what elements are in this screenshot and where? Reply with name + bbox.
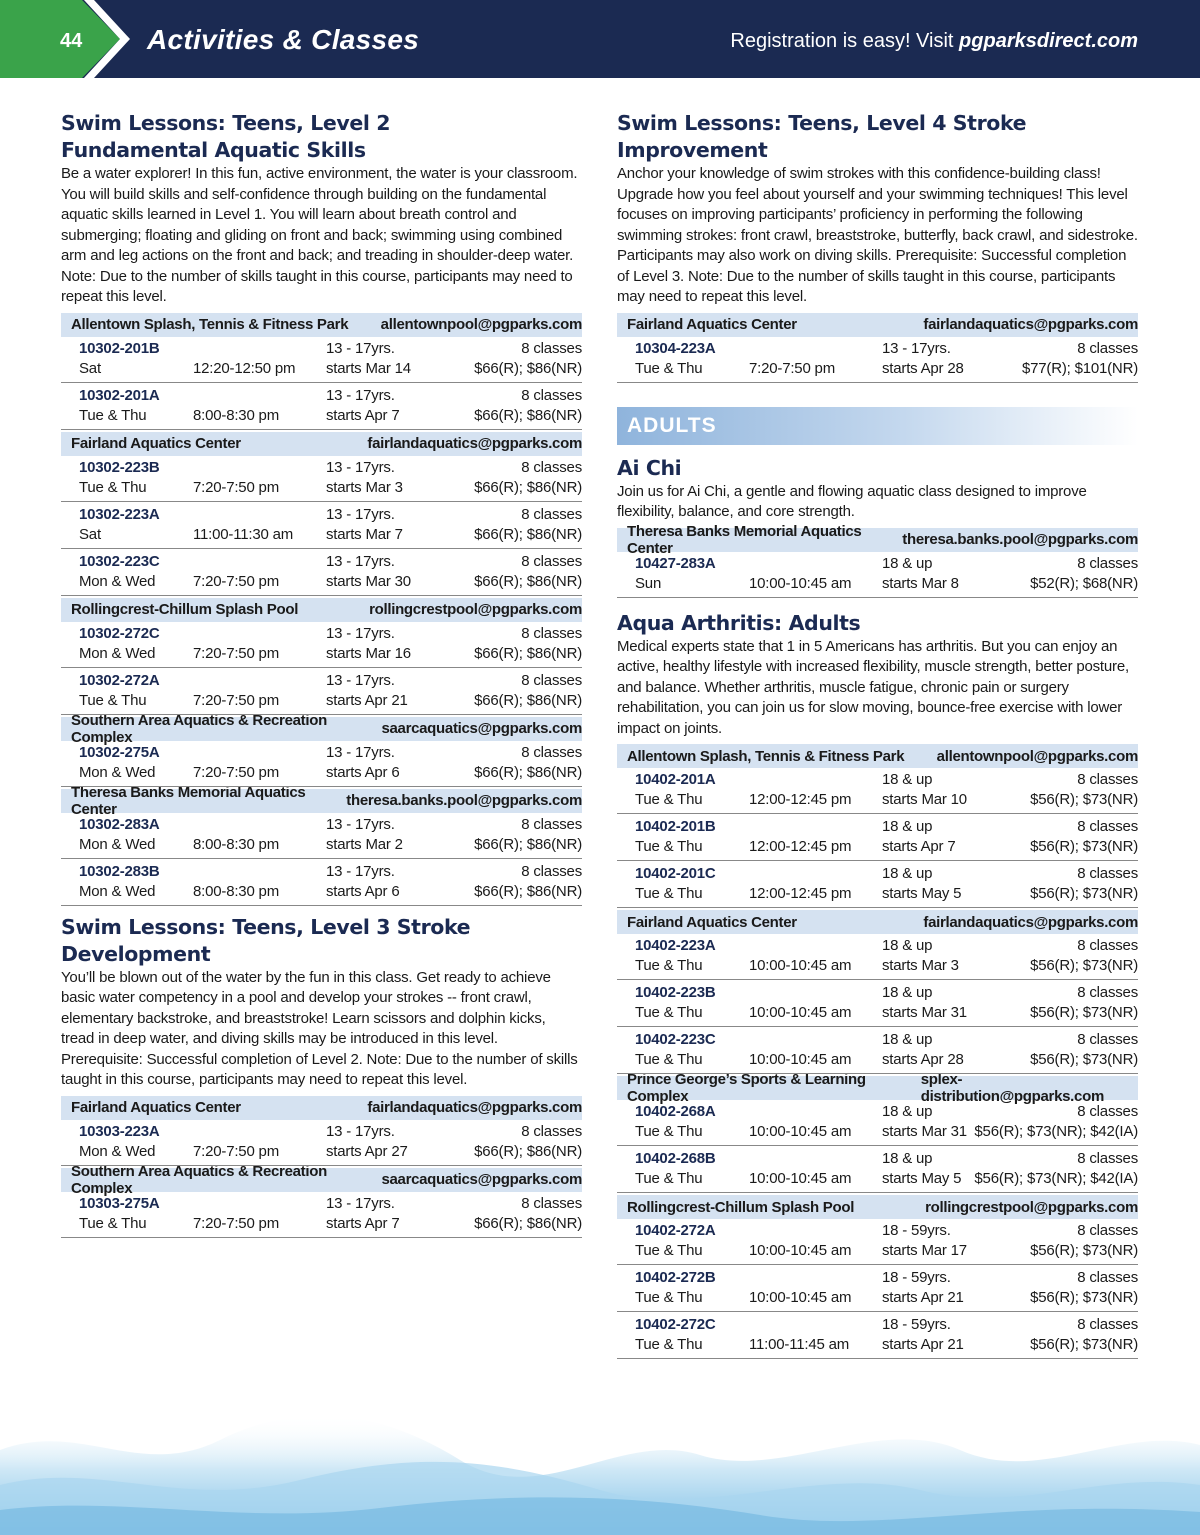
- class-code[interactable]: 10303-275A: [79, 1194, 160, 1212]
- location-group: [617, 744, 1138, 908]
- location-bar: [61, 598, 582, 622]
- class-time: 10:00-10:45 am: [749, 1051, 852, 1068]
- class-days: Tue & Thu: [635, 1289, 703, 1306]
- class-time: 7:20-7:50 pm: [193, 478, 279, 496]
- location-name: Theresa Banks Memorial Aquatics Center: [71, 783, 306, 818]
- location-name: Fairland Aquatics Center: [71, 1099, 241, 1116]
- class-row: [61, 813, 582, 859]
- class-time: 10:00-10:45 am: [749, 574, 852, 592]
- location-group: [617, 1195, 1138, 1359]
- class-code[interactable]: 10302-223B: [79, 458, 160, 476]
- class-row: [61, 337, 582, 383]
- class-age: 13 - 17yrs.: [326, 743, 395, 761]
- location-bar: [617, 1195, 1138, 1219]
- class-age: 18 & up: [882, 1150, 933, 1167]
- class-time: 8:00-8:30 pm: [193, 406, 279, 424]
- location-bar: [617, 1071, 1138, 1105]
- class-days: Tue & Thu: [635, 791, 703, 808]
- class-age: 13 - 17yrs.: [326, 671, 395, 689]
- class-fee: $56(R); $73(NR): [1030, 957, 1138, 974]
- location-bar: [61, 432, 582, 456]
- level2-schedule: [61, 313, 582, 906]
- level3-schedule: [61, 1096, 582, 1238]
- class-code[interactable]: 10402-223B: [635, 984, 716, 1001]
- class-code[interactable]: 10303-223A: [79, 1122, 160, 1140]
- class-start: starts Mar 17: [882, 1242, 967, 1259]
- location-email[interactable]: theresa.banks.pool@pgparks.com: [346, 792, 582, 809]
- class-start: starts Mar 16: [326, 644, 411, 662]
- location-name: Fairland Aquatics Center: [627, 316, 797, 333]
- class-fee: $56(R); $73(NR): [1030, 791, 1138, 808]
- location-name: Theresa Banks Memorial Aquatics Center: [627, 522, 862, 557]
- class-fee: $56(R); $73(NR); $42(IA): [974, 1170, 1138, 1187]
- aichi-title: Ai Chi: [617, 455, 682, 480]
- class-row: [61, 1120, 582, 1166]
- class-code[interactable]: 10402-268B: [635, 1150, 716, 1167]
- location-name: Rollingcrest-Chillum Splash Pool: [627, 1198, 855, 1216]
- class-row: [617, 981, 1138, 1027]
- class-days: Mon & Wed: [79, 835, 156, 853]
- location-group: [61, 432, 582, 596]
- class-days: Sat: [79, 359, 101, 377]
- class-start: starts Mar 31: [882, 1004, 967, 1021]
- registration-note: [730, 30, 1138, 53]
- class-start: starts May 5: [882, 885, 962, 902]
- location-group: [617, 522, 1138, 598]
- class-fee: $66(R); $86(NR): [474, 882, 582, 900]
- location-name: Rollingcrest-Chillum Splash Pool: [71, 601, 299, 618]
- level3-description: You’ll be blown out of the water by the fun in this class. Get ready to achieve basic water competency in a pool and develop your strokes -- front crawl, elementary backstroke, and breaststroke! Learn scissors and dolphin kicks, tread in deep water, and diving skills may be introduced in this level. Prerequisite: Successful completion of Level 2. Note: Due to the number of skills taught in this course, participants may need to repeat this level.: [61, 968, 578, 1088]
- class-days: Tue & Thu: [635, 885, 703, 902]
- class-fee: $66(R); $86(NR): [474, 525, 582, 543]
- location-group: [61, 598, 582, 715]
- class-code[interactable]: 10302-223A: [79, 505, 160, 523]
- class-count: 8 classes: [521, 505, 582, 523]
- class-count: 8 classes: [1077, 1269, 1138, 1286]
- class-age: 13 - 17yrs.: [326, 458, 395, 476]
- class-fee: $66(R); $86(NR): [474, 1214, 582, 1232]
- class-age: 18 & up: [882, 984, 933, 1001]
- class-row: [617, 552, 1138, 598]
- class-row: [61, 669, 582, 715]
- aichi-schedule: [617, 522, 1138, 598]
- location-name: Allentown Splash, Tennis & Fitness Park: [71, 316, 349, 333]
- class-age: 18 - 59yrs.: [882, 1269, 951, 1286]
- class-time: 7:20-7:50 pm: [193, 1142, 279, 1160]
- location-group: [617, 910, 1138, 1074]
- level4-title: Swim Lessons: Teens, Level 4 Stroke Improvement: [617, 111, 1027, 162]
- class-row: [617, 862, 1138, 908]
- class-days: Tue & Thu: [635, 1242, 703, 1259]
- class-row: [617, 768, 1138, 814]
- class-start: starts Apr 21: [882, 1336, 964, 1353]
- class-start: starts Apr 27: [326, 1142, 408, 1160]
- class-code[interactable]: 10402-223A: [635, 937, 716, 954]
- class-time: 10:00-10:45 am: [749, 1289, 852, 1306]
- class-start: starts Mar 8: [882, 574, 959, 592]
- class-count: 8 classes: [1077, 818, 1138, 835]
- class-code[interactable]: 10302-283B: [79, 862, 160, 880]
- class-start: starts Mar 30: [326, 572, 411, 590]
- class-code[interactable]: 10302-272C: [79, 624, 160, 642]
- location-email[interactable]: fairlandaquatics@pgparks.com: [923, 316, 1138, 333]
- class-start: starts Apr 7: [326, 1214, 400, 1232]
- class-count: 8 classes: [1077, 937, 1138, 954]
- location-name: Fairland Aquatics Center: [627, 913, 797, 931]
- class-fee: $52(R); $68(NR): [1030, 574, 1138, 592]
- water-splash-decoration: [0, 1390, 1200, 1535]
- class-time: 7:20-7:50 pm: [193, 572, 279, 590]
- class-code[interactable]: 10402-201A: [635, 771, 716, 788]
- class-count: 8 classes: [521, 552, 582, 570]
- class-row: [61, 550, 582, 596]
- class-code[interactable]: 10402-272B: [635, 1269, 716, 1286]
- class-count: 8 classes: [521, 743, 582, 761]
- class-count: 8 classes: [1077, 984, 1138, 1001]
- class-code[interactable]: 10402-201B: [635, 818, 716, 835]
- class-age: 18 & up: [882, 554, 933, 572]
- location-email[interactable]: fairlandaquatics@pgparks.com: [367, 1099, 582, 1116]
- class-start: starts Mar 3: [882, 957, 959, 974]
- class-fee: $56(R); $73(NR): [1030, 838, 1138, 855]
- class-fee: $66(R); $86(NR): [474, 1142, 582, 1160]
- class-start: starts Mar 31: [882, 1123, 967, 1140]
- location-group: [61, 711, 582, 787]
- class-start: starts Mar 3: [326, 478, 403, 496]
- class-row: [617, 337, 1138, 383]
- class-time: 10:00-10:45 am: [749, 1242, 852, 1259]
- class-row: [617, 1100, 1138, 1146]
- class-count: 8 classes: [521, 815, 582, 833]
- class-time: 7:20-7:50 pm: [193, 1214, 279, 1232]
- class-row: [61, 456, 582, 502]
- registration-link[interactable]: pgparksdirect.com: [959, 30, 1138, 52]
- location-group: [617, 1071, 1138, 1193]
- class-row: [61, 622, 582, 668]
- class-code[interactable]: 10302-223C: [79, 552, 160, 570]
- location-bar: [61, 1096, 582, 1120]
- class-start: starts May 5: [882, 1170, 962, 1187]
- class-time: 11:00-11:30 am: [193, 525, 294, 543]
- class-count: 8 classes: [1077, 771, 1138, 788]
- class-code[interactable]: 10402-268A: [635, 1103, 716, 1120]
- class-fee: $66(R); $86(NR): [474, 763, 582, 781]
- class-code[interactable]: 10304-223A: [635, 339, 716, 357]
- class-row: [617, 1147, 1138, 1193]
- class-days: Tue & Thu: [635, 1336, 703, 1353]
- class-days: Tue & Thu: [635, 1170, 703, 1187]
- class-row: [617, 815, 1138, 861]
- arthritis-schedule: [617, 744, 1138, 1359]
- class-row: [61, 741, 582, 787]
- class-age: 18 & up: [882, 771, 933, 788]
- class-row: [617, 1313, 1138, 1359]
- location-email[interactable]: fairlandaquatics@pgparks.com: [367, 435, 582, 452]
- class-time: 8:00-8:30 pm: [193, 835, 279, 853]
- location-bar: [617, 910, 1138, 934]
- location-name: Southern Area Aquatics & Recreation Complex: [71, 711, 327, 746]
- class-row: [61, 860, 582, 906]
- location-bar: [617, 522, 1138, 557]
- registration-prefix: Registration is easy! Visit: [730, 30, 960, 52]
- arthritis-title: Aqua Arthritis: Adults: [617, 610, 861, 635]
- class-time: 10:00-10:45 am: [749, 957, 852, 974]
- class-count: 8 classes: [521, 1122, 582, 1140]
- class-fee: $66(R); $86(NR): [474, 406, 582, 424]
- location-email[interactable]: theresa.banks.pool@pgparks.com: [902, 531, 1138, 548]
- class-days: Mon & Wed: [79, 572, 156, 590]
- class-time: 12:00-12:45 pm: [749, 885, 852, 902]
- page-number: 44: [60, 30, 83, 52]
- class-days: Tue & Thu: [635, 359, 703, 377]
- class-age: 18 & up: [882, 818, 933, 835]
- class-row: [61, 384, 582, 430]
- class-count: 8 classes: [1077, 339, 1138, 357]
- class-time: 8:00-8:30 pm: [193, 882, 279, 900]
- location-bar: [61, 783, 582, 818]
- class-age: 18 - 59yrs.: [882, 1316, 951, 1333]
- class-age: 13 - 17yrs.: [882, 339, 951, 357]
- class-row: [617, 934, 1138, 980]
- class-days: Tue & Thu: [635, 838, 703, 855]
- class-fee: $56(R); $73(NR): [1030, 1004, 1138, 1021]
- class-start: starts Mar 2: [326, 835, 403, 853]
- location-bar: [61, 313, 582, 337]
- class-code[interactable]: 10402-272A: [635, 1222, 716, 1239]
- class-age: 18 & up: [882, 1031, 933, 1048]
- class-fee: $56(R); $73(NR): [1030, 1242, 1138, 1259]
- class-time: 12:00-12:45 pm: [749, 838, 852, 855]
- class-row: [61, 1192, 582, 1238]
- class-code[interactable]: 10302-275A: [79, 743, 160, 761]
- class-code[interactable]: 10402-223C: [635, 1031, 716, 1048]
- location-email[interactable]: allentownpool@pgparks.com: [936, 747, 1138, 765]
- class-fee: $66(R); $86(NR): [474, 644, 582, 662]
- location-group: [61, 1096, 582, 1166]
- location-group: [61, 783, 582, 906]
- class-row: [617, 1219, 1138, 1265]
- class-count: 8 classes: [1077, 1316, 1138, 1333]
- class-time: 7:20-7:50 pm: [193, 691, 279, 709]
- class-start: starts Apr 7: [326, 406, 400, 424]
- location-email[interactable]: rollingcrestpool@pgparks.com: [925, 1198, 1138, 1216]
- class-fee: $77(R); $101(NR): [1021, 359, 1138, 377]
- class-fee: $66(R); $86(NR): [474, 691, 582, 709]
- location-group: [61, 1162, 582, 1238]
- class-days: Tue & Thu: [79, 691, 147, 709]
- location-group: [617, 313, 1138, 383]
- class-count: 8 classes: [1077, 1031, 1138, 1048]
- class-days: Mon & Wed: [79, 1142, 156, 1160]
- class-code[interactable]: 10402-201C: [635, 865, 716, 882]
- right-column: [617, 110, 1138, 1360]
- class-fee: $56(R); $73(NR): [1030, 1336, 1138, 1353]
- class-count: 8 classes: [1077, 1150, 1138, 1167]
- class-count: 8 classes: [1077, 865, 1138, 882]
- class-count: 8 classes: [1077, 1103, 1138, 1120]
- location-name: Prince George’s Sports & Learning Complex: [627, 1071, 866, 1105]
- aichi-description: Join us for Ai Chi, a gentle and flowing aquatic class designed to improve flexibility, balance, and core strength.: [617, 482, 1087, 520]
- class-days: Tue & Thu: [635, 957, 703, 974]
- class-code[interactable]: 10302-283A: [79, 815, 160, 833]
- class-fee: $56(R); $73(NR): [1030, 1051, 1138, 1068]
- location-email[interactable]: rollingcrestpool@pgparks.com: [369, 601, 582, 618]
- class-age: 13 - 17yrs.: [326, 505, 395, 523]
- class-days: Mon & Wed: [79, 882, 156, 900]
- class-age: 18 & up: [882, 865, 933, 882]
- class-days: Tue & Thu: [635, 1004, 703, 1021]
- class-time: 12:20-12:50 pm: [193, 359, 296, 377]
- class-start: starts Apr 21: [882, 1289, 964, 1306]
- location-email[interactable]: saarcaquatics@pgparks.com: [381, 1171, 582, 1188]
- class-age: 13 - 17yrs.: [326, 815, 395, 833]
- class-count: 8 classes: [521, 671, 582, 689]
- class-fee: $66(R); $86(NR): [474, 835, 582, 853]
- class-age: 13 - 17yrs.: [326, 624, 395, 642]
- left-column: [61, 110, 582, 1239]
- class-count: 8 classes: [1077, 1222, 1138, 1239]
- class-time: 7:20-7:50 pm: [193, 763, 279, 781]
- class-fee: $56(R); $73(NR): [1030, 1289, 1138, 1306]
- class-count: 8 classes: [521, 862, 582, 880]
- location-email[interactable]: splex-distribution@pgparks.com: [920, 1071, 1104, 1105]
- level4-schedule: [617, 313, 1138, 383]
- class-time: 11:00-11:45 am: [749, 1336, 850, 1353]
- location-bar: [617, 313, 1138, 337]
- class-start: starts Mar 14: [326, 359, 411, 377]
- location-email[interactable]: allentownpool@pgparks.com: [380, 316, 582, 333]
- page-header: [0, 0, 1200, 78]
- class-count: 8 classes: [521, 339, 582, 357]
- class-count: 8 classes: [1077, 554, 1138, 572]
- class-age: 18 - 59yrs.: [882, 1222, 951, 1239]
- class-row: [617, 1028, 1138, 1074]
- class-row: [617, 1266, 1138, 1312]
- class-start: starts Apr 7: [882, 838, 956, 855]
- class-fee: $66(R); $86(NR): [474, 572, 582, 590]
- class-start: starts Mar 7: [326, 525, 403, 543]
- class-time: 12:00-12:45 pm: [749, 791, 852, 808]
- adults-banner: ADULTS: [617, 407, 1138, 445]
- class-days: Tue & Thu: [79, 478, 147, 496]
- class-age: 18 & up: [882, 937, 933, 954]
- location-name: Southern Area Aquatics & Recreation Complex: [71, 1162, 327, 1197]
- class-fee: $66(R); $86(NR): [474, 359, 582, 377]
- class-days: Tue & Thu: [635, 1123, 703, 1140]
- class-start: starts Apr 28: [882, 359, 964, 377]
- location-bar: [617, 744, 1138, 768]
- arthritis-description: Medical experts state that 1 in 5 Americans has arthritis. But you can enjoy an active, healthy lifestyle with increased flexibility, muscle strength, better posture, and balance. Whether arthritis, muscle fatigue, chronic pain or surgery rehabilitation, you can join us for slow moving, bounce-free exercise with lower impact on joints.: [617, 637, 1129, 737]
- location-bar: [61, 1162, 582, 1197]
- class-count: 8 classes: [521, 1194, 582, 1212]
- class-code[interactable]: 10427-283A: [635, 554, 716, 572]
- class-age: 13 - 17yrs.: [326, 339, 395, 357]
- section-title: Activities & Classes: [147, 24, 420, 55]
- class-age: 13 - 17yrs.: [326, 1122, 395, 1140]
- class-code[interactable]: 10302-201B: [79, 339, 160, 357]
- level3-title: Swim Lessons: Teens, Level 3 Stroke Development: [61, 914, 471, 966]
- class-days: Tue & Thu: [79, 406, 147, 424]
- class-age: 13 - 17yrs.: [326, 552, 395, 570]
- class-days: Sat: [79, 525, 101, 543]
- class-age: 13 - 17yrs.: [326, 862, 395, 880]
- class-start: starts Apr 28: [882, 1051, 964, 1068]
- class-row: [61, 503, 582, 549]
- class-code[interactable]: 10302-201A: [79, 386, 160, 404]
- class-start: starts Apr 6: [326, 763, 400, 781]
- level2-description: Be a water explorer! In this fun, active environment, the water is your classroom. You will build skills and self-confidence through building on the fundamental aquatic skills learned in Level 1. You will learn about breath control and submerging; floating and gliding on front and back; swimming using combined arm and leg actions on the front and back; and treading in shoulder-deep water. Note: Due to the number of skills taught in this course, participants may need to repeat this level.: [61, 165, 578, 305]
- class-age: 13 - 17yrs.: [326, 386, 395, 404]
- class-start: starts Apr 21: [326, 691, 408, 709]
- class-count: 8 classes: [521, 624, 582, 642]
- location-bar: [61, 711, 582, 746]
- class-time: 10:00-10:45 am: [749, 1170, 852, 1187]
- location-name: Allentown Splash, Tennis & Fitness Park: [627, 747, 905, 765]
- class-days: Mon & Wed: [79, 644, 156, 662]
- class-start: starts Mar 10: [882, 791, 967, 808]
- class-days: Sun: [635, 574, 662, 592]
- class-fee: $56(R); $73(NR); $42(IA): [974, 1123, 1138, 1140]
- class-age: 18 & up: [882, 1103, 933, 1120]
- class-start: starts Apr 6: [326, 882, 400, 900]
- class-time: 7:20-7:50 pm: [193, 644, 279, 662]
- class-age: 13 - 17yrs.: [326, 1194, 395, 1212]
- location-name: Fairland Aquatics Center: [71, 435, 241, 452]
- class-time: 7:20-7:50 pm: [749, 359, 835, 377]
- class-fee: $66(R); $86(NR): [474, 478, 582, 496]
- class-time: 10:00-10:45 am: [749, 1004, 852, 1021]
- class-fee: $56(R); $73(NR): [1030, 885, 1138, 902]
- level2-title: Swim Lessons: Teens, Level 2 Fundamental Aquatic Skills: [61, 111, 391, 162]
- class-count: 8 classes: [521, 386, 582, 404]
- class-count: 8 classes: [521, 458, 582, 476]
- class-days: Tue & Thu: [79, 1214, 147, 1232]
- class-days: Tue & Thu: [635, 1051, 703, 1068]
- class-code[interactable]: 10302-272A: [79, 671, 160, 689]
- location-email[interactable]: saarcaquatics@pgparks.com: [381, 720, 582, 737]
- level4-description: Anchor your knowledge of swim strokes with this confidence-building class! Upgrade how you feel about yourself and your swimming techniques! This level focuses on improving participants’ proficiency in performing the following swimming strokes: front crawl, breaststroke, butterfly, back crawl, and sidestroke. Participants may also work on diving skills. Prerequisite: Successful completion of Level 3. Note: Due to the number of skills taught in this course, participants may need to repeat this level.: [617, 165, 1138, 305]
- location-email[interactable]: fairlandaquatics@pgparks.com: [923, 913, 1138, 931]
- class-time: 10:00-10:45 am: [749, 1123, 852, 1140]
- location-group: [61, 313, 582, 430]
- class-days: Mon & Wed: [79, 763, 156, 781]
- class-code[interactable]: 10402-272C: [635, 1316, 716, 1333]
